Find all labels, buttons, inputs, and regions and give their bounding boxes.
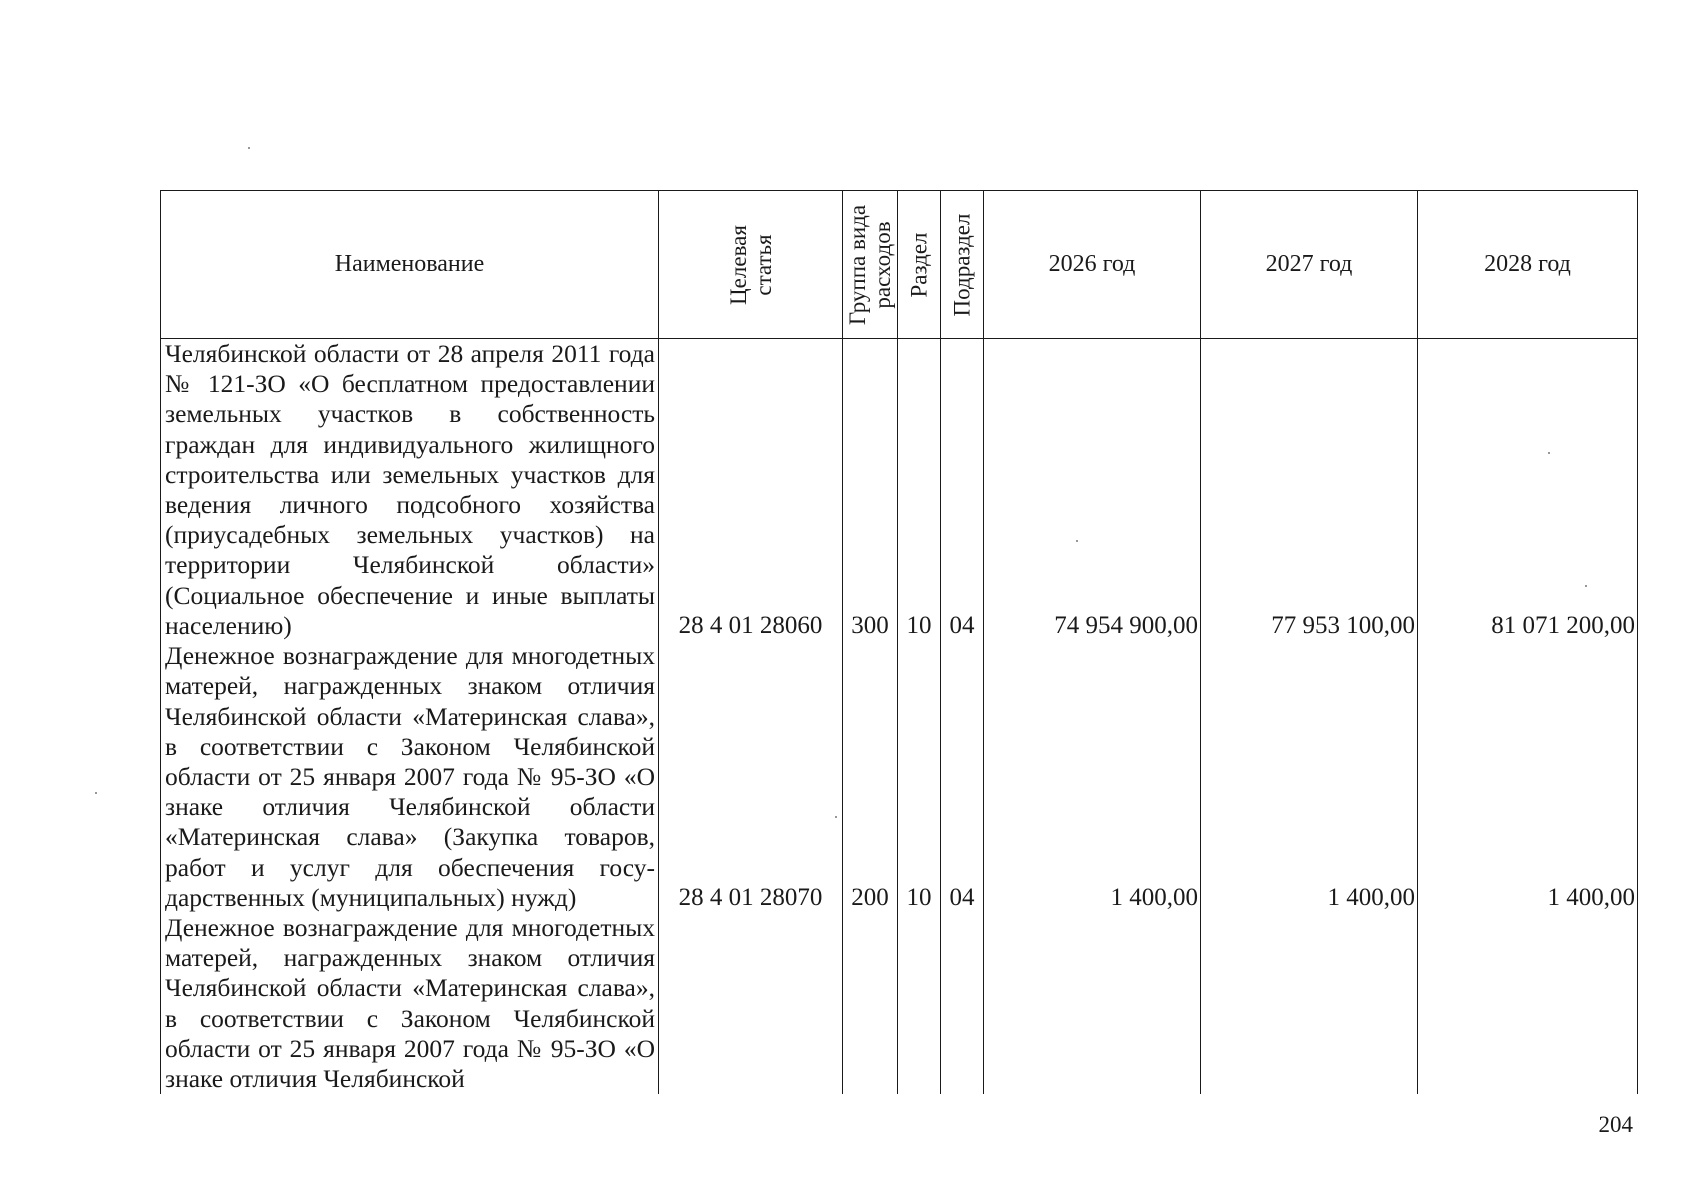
row-target: 28 4 01 28060 (659, 339, 843, 642)
header-section (898, 191, 941, 339)
page-number: 204 (1598, 1112, 1633, 1137)
row-subsection: 04 (941, 641, 984, 913)
header-name: Наименование (161, 191, 659, 339)
row-2026 (984, 913, 1201, 1094)
row-name: Челябинской области от 28 апреля 2011 года № 121-ЗО «О бесплатном предоставлении земельных участков в собственность граждан для индивидуального жилищного строительства или земельных участков для ведения личного подсобного хозяйства (приусадебных земельных участков) на территории Челябинской области» (Социальное обеспечение и иные выплаты населению) (161, 339, 659, 642)
header-2027: 2027 год (1201, 191, 1418, 339)
budget-table (160, 190, 1638, 1094)
row-section: 10 (898, 641, 941, 913)
row-target: 28 4 01 28070 (659, 641, 843, 913)
row-2028: 1 400,00 (1418, 641, 1638, 913)
row-2027: 1 400,00 (1201, 641, 1418, 913)
header-row (161, 191, 1638, 339)
row-target (659, 913, 843, 1094)
row-name: Денежное вознаграждение для многодетных матерей, награжденных знаком отличия Челябинской области «Материнская слава», в соответствии с Законом Челябинской области от 25 января 2007 года № 95-ЗО «О знаке отличия Челябинской (161, 913, 659, 1094)
header-subsection (941, 191, 984, 339)
table-row (161, 339, 1638, 642)
header-2026: 2026 год (984, 191, 1201, 339)
budget-table-container (160, 190, 1637, 1094)
header-target (659, 191, 843, 339)
header-section-label: Раздел (906, 231, 932, 298)
row-expense-group: 200 (843, 641, 898, 913)
row-expense-group: 300 (843, 339, 898, 642)
table-row (161, 913, 1638, 1094)
row-2027: 77 953 100,00 (1201, 339, 1418, 642)
row-section: 10 (898, 339, 941, 642)
header-expense-group-label: Группа вида расходов (845, 204, 895, 325)
row-2028 (1418, 913, 1638, 1094)
table-row (161, 641, 1638, 913)
row-expense-group (843, 913, 898, 1094)
header-target-label: Целевая статья (725, 224, 776, 305)
row-2026: 1 400,00 (984, 641, 1201, 913)
row-section (898, 913, 941, 1094)
header-expense-group (843, 191, 898, 339)
row-2027 (1201, 913, 1418, 1094)
row-name: Денежное вознаграждение для многодетных матерей, награжденных знаком отличия Челябинской области «Материнская слава», в соответствии с Законом Челябинской области от 25 января 2007 года № 95-ЗО «О знаке отличия Челябинской области «Материнская слава» (Закупка товаров, работ и услуг для обеспечения государственных (муниципальных) нужд) (161, 641, 659, 913)
row-subsection (941, 913, 984, 1094)
row-2026: 74 954 900,00 (984, 339, 1201, 642)
header-2028: 2028 год (1418, 191, 1638, 339)
row-subsection: 04 (941, 339, 984, 642)
header-subsection-label: Подраздел (949, 213, 975, 316)
row-2028: 81 071 200,00 (1418, 339, 1638, 642)
